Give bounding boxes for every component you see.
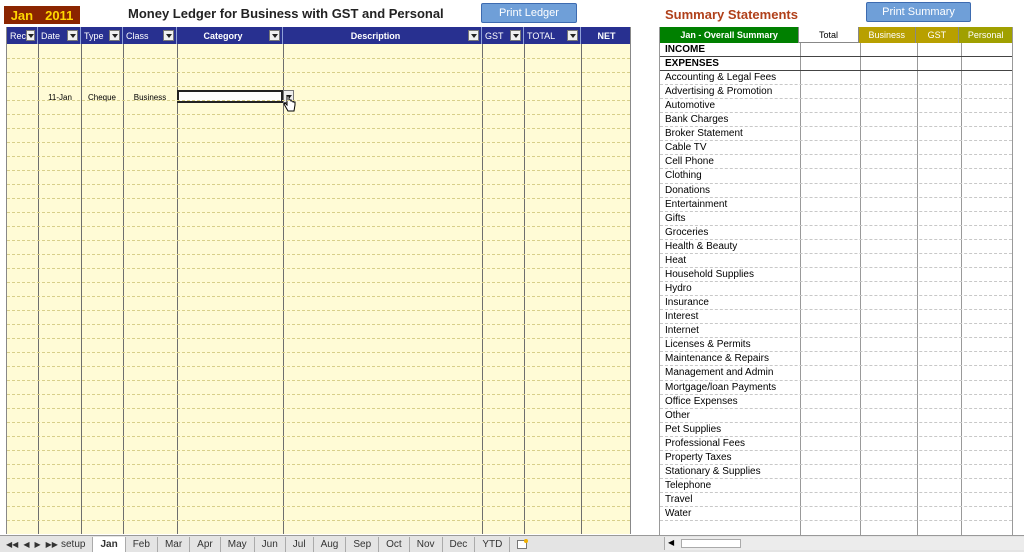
- summary-row-expense[interactable]: [660, 366, 1012, 380]
- summary-row-expense[interactable]: [660, 409, 1012, 423]
- expense-category-label: Insurance: [665, 297, 709, 309]
- ledger-body[interactable]: [7, 44, 630, 534]
- expense-category-label: Automotive: [665, 100, 716, 112]
- ledger-row-line: [7, 324, 630, 325]
- ledger-row-line: [7, 86, 630, 87]
- expense-category-label: Bank Charges: [665, 114, 729, 126]
- year-label: 2011: [45, 7, 74, 23]
- expense-category-label: Maintenance & Repairs: [665, 353, 769, 365]
- summary-row-expense[interactable]: [660, 423, 1012, 437]
- entry-date-cell[interactable]: 11-Jan: [48, 93, 72, 102]
- next-sheet-icon[interactable]: ▶: [34, 539, 41, 549]
- sheet-tab[interactable]: Dec: [443, 537, 476, 552]
- filter-dropdown-icon[interactable]: [510, 30, 521, 41]
- sheet-nav-arrows: [0, 539, 58, 549]
- filter-dropdown-icon[interactable]: [67, 30, 78, 41]
- insert-sheet-icon[interactable]: [514, 538, 532, 550]
- summary-row-expense[interactable]: [660, 324, 1012, 338]
- ledger-row-line: [7, 254, 630, 255]
- summary-row-expense[interactable]: [660, 282, 1012, 296]
- col-header-category[interactable]: Category: [177, 27, 283, 44]
- expense-category-label: Donations: [665, 184, 711, 196]
- filter-dropdown-icon[interactable]: [26, 30, 35, 41]
- expense-category-label: Mortgage/loan Payments: [665, 381, 777, 393]
- ledger-row-line: [7, 212, 630, 213]
- month-badge: [4, 6, 80, 24]
- filter-dropdown-icon[interactable]: [109, 30, 120, 41]
- ledger-row-line: [7, 114, 630, 115]
- summary-header-personal: Personal: [959, 27, 1012, 43]
- ledger-row-line: [7, 352, 630, 353]
- col-header-type[interactable]: Type: [81, 27, 123, 44]
- expense-category-label: Advertising & Promotion: [665, 86, 773, 98]
- sheet-tab[interactable]: Feb: [126, 537, 158, 552]
- expense-category-label: Licenses & Permits: [665, 339, 751, 351]
- sheet-tab[interactable]: Apr: [190, 537, 221, 552]
- sheet-tab[interactable]: Mar: [158, 537, 190, 552]
- column-divider: [524, 44, 525, 534]
- column-divider: [283, 44, 284, 534]
- ledger-header-row: [7, 27, 630, 44]
- expense-category-label: Cell Phone: [665, 156, 714, 168]
- summary-row-expense[interactable]: [660, 212, 1012, 226]
- summary-row-expense[interactable]: [660, 268, 1012, 282]
- sheet-tab[interactable]: setup: [54, 537, 93, 552]
- expense-category-label: Professional Fees: [665, 437, 746, 449]
- expense-category-label: Internet: [665, 325, 699, 337]
- summary-header-main: Jan - Overall Summary: [660, 27, 799, 43]
- sheet-tab[interactable]: Sep: [346, 537, 379, 552]
- summary-header-total: Total: [799, 27, 859, 43]
- column-divider: [482, 44, 483, 534]
- ledger-row-line: [7, 366, 630, 367]
- ledger-row-line: [7, 436, 630, 437]
- month-label: Jan: [10, 7, 34, 23]
- summary-row-expense[interactable]: [660, 465, 1012, 479]
- sheet-tab[interactable]: Aug: [314, 537, 347, 552]
- ledger-table: [6, 27, 631, 534]
- sheet-tab[interactable]: Jul: [286, 537, 314, 552]
- ledger-row-line: [7, 128, 630, 129]
- sheet-tab[interactable]: YTD: [475, 537, 510, 552]
- filter-dropdown-icon[interactable]: [269, 30, 280, 41]
- column-divider: [177, 44, 178, 534]
- ledger-row-line: [7, 156, 630, 157]
- first-sheet-icon[interactable]: ◀◀: [6, 539, 19, 549]
- expense-category-label: Property Taxes: [665, 451, 732, 463]
- sheet-tab[interactable]: Jun: [255, 537, 286, 552]
- summary-row-expense[interactable]: [660, 507, 1012, 521]
- expense-category-label: Entertainment: [665, 198, 728, 210]
- hand-cursor-icon: [283, 95, 297, 113]
- summary-row-expense[interactable]: [660, 169, 1012, 183]
- sheet-tab[interactable]: Jan: [93, 537, 125, 552]
- ledger-row-line: [7, 296, 630, 297]
- expense-category-label: Telephone: [665, 480, 712, 492]
- ledger-row-line: [7, 198, 630, 199]
- ledger-row-line: [7, 240, 630, 241]
- summary-row-expense[interactable]: [660, 437, 1012, 451]
- summary-row-expense[interactable]: [660, 310, 1012, 324]
- print-ledger-button[interactable]: Print Ledger: [481, 3, 577, 23]
- last-sheet-icon[interactable]: ▶▶: [45, 539, 58, 549]
- ledger-row-line: [7, 492, 630, 493]
- ledger-title: Money Ledger for Business with GST and Personal: [128, 6, 444, 21]
- summary-row-income[interactable]: INCOME: [660, 43, 1012, 57]
- summary-row-expense[interactable]: [660, 226, 1012, 240]
- ledger-row-line: [7, 408, 630, 409]
- column-divider: [81, 44, 82, 534]
- ledger-row-line: [7, 226, 630, 227]
- filter-dropdown-icon[interactable]: [163, 30, 174, 41]
- expense-category-label: Gifts: [665, 212, 686, 224]
- ledger-row-line: [7, 478, 630, 479]
- col-header-rec[interactable]: Rec: [7, 27, 38, 44]
- expense-category-label: Stationary & Supplies: [665, 465, 761, 477]
- horizontal-scrollbar[interactable]: [664, 537, 1024, 550]
- summary-table: [659, 27, 1013, 537]
- col-header-net[interactable]: NET: [597, 30, 616, 41]
- category-selected-cell[interactable]: [177, 90, 283, 103]
- ledger-row-line: [7, 170, 630, 171]
- summary-row-expense[interactable]: [660, 198, 1012, 212]
- ledger-row-line: [7, 100, 630, 101]
- ledger-row-line: [7, 142, 630, 143]
- filter-dropdown-icon[interactable]: [468, 30, 479, 41]
- summary-row-expense[interactable]: [660, 127, 1012, 141]
- filter-dropdown-icon[interactable]: [567, 30, 578, 41]
- ledger-row-line: [7, 184, 630, 185]
- expense-category-label: Accounting & Legal Fees: [665, 72, 777, 83]
- summary-row-expense[interactable]: [660, 71, 1012, 85]
- entry-class-cell[interactable]: Business: [133, 93, 167, 102]
- ledger-row-line: [7, 394, 630, 395]
- expense-category-label: Groceries: [665, 226, 709, 238]
- summary-row-expense[interactable]: [660, 338, 1012, 352]
- summary-header-business: Business: [859, 27, 916, 43]
- summary-row-expense[interactable]: [660, 493, 1012, 507]
- expense-category-label: Hydro: [665, 283, 692, 295]
- expense-category-label: Interest: [665, 311, 699, 323]
- ledger-row-line: [7, 72, 630, 73]
- expense-category-label: Office Expenses: [665, 395, 738, 407]
- col-header-class[interactable]: Class: [123, 27, 177, 44]
- sheet-tab[interactable]: Oct: [379, 537, 410, 552]
- expense-category-label: Travel: [665, 494, 693, 506]
- summary-row-expense[interactable]: [660, 296, 1012, 310]
- expense-category-label: Household Supplies: [665, 268, 754, 280]
- entry-type-cell[interactable]: Cheque: [87, 93, 117, 102]
- ledger-row-line: [7, 268, 630, 269]
- summary-row-expense[interactable]: [660, 395, 1012, 409]
- col-header-date[interactable]: Date: [38, 27, 81, 44]
- ledger-row-line: [7, 282, 630, 283]
- summary-row-expense[interactable]: [660, 240, 1012, 254]
- summary-row-expense[interactable]: [660, 113, 1012, 127]
- expense-category-label: Heat: [665, 254, 687, 266]
- summary-title: Summary Statements: [665, 7, 798, 22]
- sheet-tab[interactable]: May: [221, 537, 255, 552]
- ledger-row-line: [7, 422, 630, 423]
- expense-category-label: Management and Admin: [665, 367, 774, 379]
- summary-row-expense[interactable]: [660, 99, 1012, 113]
- sheet-tab[interactable]: Nov: [410, 537, 443, 552]
- expense-category-label: Health & Beauty: [665, 240, 738, 252]
- scroll-left-icon[interactable]: ◀: [668, 538, 675, 547]
- ledger-row-line: [7, 464, 630, 465]
- print-summary-button[interactable]: Print Summary: [866, 2, 971, 22]
- summary-header-row: [660, 27, 1012, 43]
- expense-category-label: Cable TV: [665, 142, 707, 154]
- summary-row-expense[interactable]: [660, 451, 1012, 465]
- summary-row-expense[interactable]: [660, 141, 1012, 155]
- summary-header-gst: GST: [916, 27, 960, 43]
- summary-row-expense[interactable]: [660, 85, 1012, 99]
- scroll-thumb[interactable]: [681, 539, 741, 548]
- prev-sheet-icon[interactable]: ◀: [23, 539, 30, 549]
- ledger-row-line: [7, 310, 630, 311]
- ledger-row-line: [7, 58, 630, 59]
- col-header-description[interactable]: Description: [283, 27, 482, 44]
- column-divider: [581, 44, 582, 534]
- ledger-row-line: [7, 338, 630, 339]
- ledger-row-line: [7, 506, 630, 507]
- expense-category-label: Broker Statement: [665, 128, 743, 140]
- column-divider: [123, 44, 124, 534]
- expense-category-label: Water: [665, 508, 692, 520]
- expense-category-label: Pet Supplies: [665, 423, 722, 435]
- expense-category-label: Clothing: [665, 170, 702, 182]
- summary-row-expense[interactable]: [660, 352, 1012, 366]
- ledger-row-line: [7, 520, 630, 521]
- col-header-total[interactable]: TOTAL: [524, 27, 581, 44]
- summary-row-expense[interactable]: [660, 479, 1012, 493]
- sheet-tabs: [54, 537, 510, 552]
- summary-row-expense[interactable]: [660, 381, 1012, 395]
- col-header-gst[interactable]: GST: [482, 27, 524, 44]
- summary-row-expenses[interactable]: EXPENSES: [660, 57, 1012, 71]
- ledger-row-line: [7, 450, 630, 451]
- column-divider: [38, 44, 39, 534]
- insert-sheet-icon-graphic: [517, 539, 529, 549]
- expense-category-label: Other: [665, 409, 691, 421]
- summary-row-expense[interactable]: [660, 254, 1012, 268]
- ledger-row-line: [7, 380, 630, 381]
- summary-row-expense[interactable]: [660, 155, 1012, 169]
- summary-row-expense[interactable]: [660, 184, 1012, 198]
- summary-body[interactable]: [660, 43, 1012, 537]
